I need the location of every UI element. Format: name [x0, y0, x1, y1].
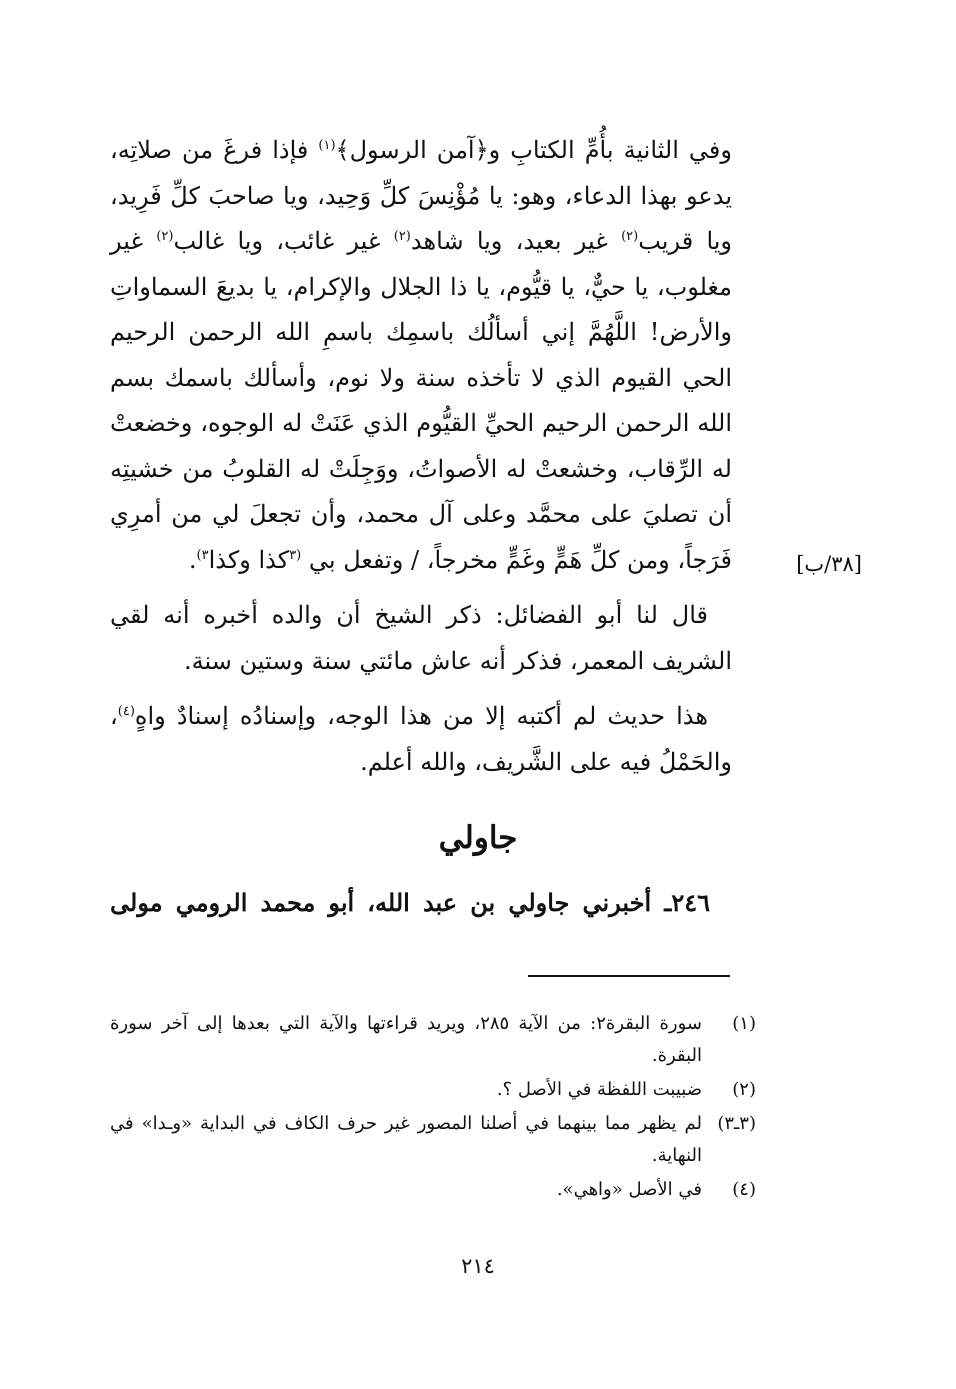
text-run: قال لنا أبو الفضائل: ذكر الشيخ أن والده أخبره أنه لقي الشريف المعمر، فذكر أنه عاش مائتي سنة وستين سنة.	[110, 601, 732, 675]
footnote-number: (٢)	[732, 1079, 756, 1100]
paragraph-hadith-note	[110, 694, 732, 785]
footnotes	[110, 1008, 756, 1208]
footnote-text: سورة البقرة٢: من الآية ٢٨٥، ويريد قراءتها والآية التي بعدها إلى آخر سورة البقرة.	[110, 1013, 702, 1066]
footnote-divider	[528, 975, 730, 977]
footnote-marker: (١)	[318, 138, 336, 153]
text-run: هذا حديث لم أكتبه إلا من هذا الوجه، وإسنادُه إسنادٌ واهٍ	[134, 702, 708, 730]
footnote-item	[110, 1008, 756, 1072]
text-run: وفي الثانية بأُمِّ الكتابِ و﴿آمن الرسول﴾	[335, 136, 732, 164]
footnote-marker: (٢)	[156, 229, 174, 244]
text-run: غير غائب، ويا غالب	[173, 227, 394, 255]
section-heading: جاولي	[438, 820, 518, 856]
footnote-text: لم يظهر مما بينهما في أصلنا المصور غير حرف الكاف في البداية «وـدا» في النهاية.	[110, 1113, 702, 1166]
footnote-item	[110, 1108, 756, 1172]
paragraph-abu-alfadail	[110, 593, 732, 684]
text-run: .	[188, 545, 197, 574]
footnote-number: (٤)	[732, 1179, 756, 1200]
text-run: غير مغلوب، يا حيٌّ، يا قيُّوم، يا ذا الجلال والإكرام، يا بديعَ السماواتِ والأرض! اللَّهُمَّ إني أسألُك باسمِك باسمِ الله الرحمن الرحيم الحي القيوم الذي لا تأخذه سنة ولا نوم، وأسألك باسمك بسم الله الرحمن الرحيم الحيِّ القيُّوم الذي عَنَتْ له الوجوه، وخضعتْ له الرِّقاب، وخشعتْ له الأصواتُ، ووَجِلَتْ له القلوبُ من خشيتِه أن تصليَ على محمَّد وعلى آل محمد، وأن تجعلَ لي من أمرِي فَرَجاً، ومن كلِّ هَمٍّ وغَمٍّ مخرجاً، / وتفعل بي	[110, 227, 732, 574]
footnote-item	[110, 1174, 756, 1206]
footnote-marker: (٣	[289, 547, 302, 563]
main-text	[110, 128, 732, 785]
entry-246-line: ٢٤٦ـ أخبرني جاولي بن عبد الله، أبو محمد الرومي مولى	[110, 888, 710, 917]
footnote-number: (٣ـ٣)	[717, 1113, 756, 1134]
page-number: ٢١٤	[461, 1254, 495, 1278]
margin-folio-note: [٣٨/ب]	[796, 552, 862, 576]
footnote-marker: (٤)	[117, 704, 135, 719]
footnote-marker: (٢)	[621, 229, 639, 244]
footnote-item	[110, 1074, 756, 1106]
paragraph-dua	[110, 128, 732, 583]
text-run: غير بعيد، ويا شاهد	[410, 227, 622, 255]
text-run: ، والحَمْلُ فيه على الشَّريف، والله أعلم.	[110, 702, 732, 776]
footnote-marker: (٢)	[393, 229, 411, 244]
text-run: كذا وكذا	[208, 545, 290, 574]
footnote-number: (١)	[732, 1013, 756, 1034]
text-run: فإذا فرغَ من صلاتِه، يدعو بهذا الدعاء، وهو: يا مُؤْنِسَ كلِّ وَحِيد، ويا صاحبَ كلِّ فَرِيد، ويا قريب	[110, 136, 733, 255]
footnote-marker: ٣)	[196, 547, 209, 563]
footnote-text: في الأصل «واهي».	[556, 1179, 702, 1200]
footnote-text: ضبيبت اللفظة في الأصل ؟.	[496, 1079, 702, 1100]
